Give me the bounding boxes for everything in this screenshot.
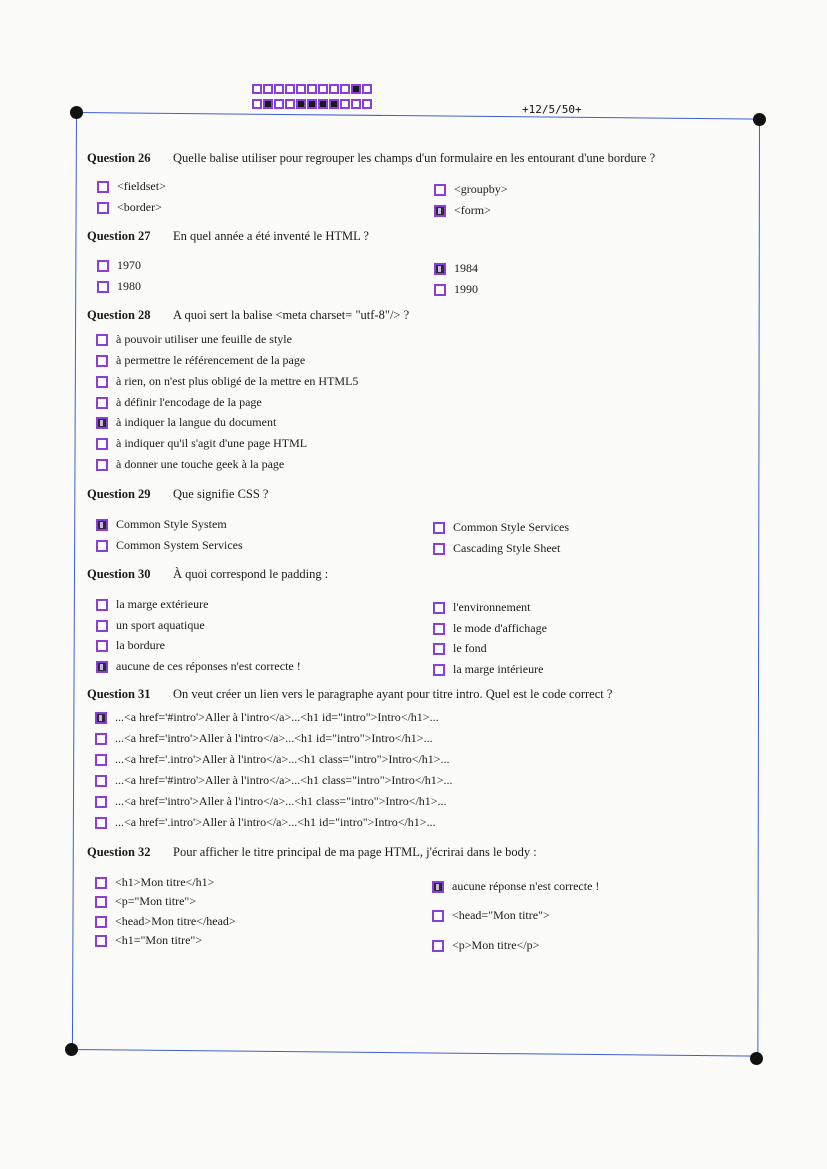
option-label: 1970	[117, 258, 141, 272]
frame-left-border	[72, 112, 77, 1049]
checkbox[interactable]	[96, 417, 108, 429]
option[interactable]	[433, 641, 487, 656]
checkbox[interactable]	[97, 260, 109, 272]
question-number: Question 27	[87, 229, 151, 243]
checkbox[interactable]	[434, 184, 446, 196]
checkbox[interactable]	[434, 263, 446, 275]
checkbox[interactable]	[434, 205, 446, 217]
option-label: ...<a href='#intro'>Aller à l'intro</a>...<h1 id="intro">Intro</h1>...	[115, 710, 439, 724]
code-cell	[274, 84, 284, 94]
option[interactable]	[95, 875, 214, 890]
option[interactable]	[434, 261, 478, 276]
checkbox[interactable]	[96, 640, 108, 652]
question-number: Question 32	[87, 845, 151, 859]
checkbox[interactable]	[95, 796, 107, 808]
option-label: aucune de ces réponses n'est correcte !	[116, 659, 301, 673]
checkbox[interactable]	[95, 817, 107, 829]
corner-mark-bottom-right	[750, 1052, 763, 1065]
option[interactable]	[433, 621, 547, 636]
question-text: Pour afficher le titre principal de ma page HTML, j'écrirai dans le body :	[173, 845, 537, 859]
option[interactable]	[97, 179, 166, 194]
option-label: <h1>Mon titre</h1>	[115, 875, 215, 889]
checkbox[interactable]	[95, 775, 107, 787]
option[interactable]	[95, 752, 450, 767]
option[interactable]	[96, 659, 301, 674]
checkbox[interactable]	[97, 202, 109, 214]
option-label: à permettre le référencement de la page	[116, 353, 306, 367]
checkbox[interactable]	[95, 935, 107, 947]
option[interactable]	[96, 597, 208, 612]
option-label: à définir l'encodage de la page	[116, 395, 262, 409]
option-label: <form>	[454, 203, 491, 217]
code-cell	[329, 84, 339, 94]
checkbox[interactable]	[432, 910, 444, 922]
code-cell	[362, 99, 372, 109]
option[interactable]	[432, 879, 599, 894]
frame-right-border	[757, 119, 760, 1058]
option-label: ...<a href='intro'>Aller à l'intro</a>...<h1 id="intro">Intro</h1>...	[115, 731, 433, 745]
checkbox[interactable]	[96, 438, 108, 450]
code-cell	[285, 99, 295, 109]
option-label: le mode d'affichage	[453, 621, 547, 635]
code-cell	[362, 84, 372, 94]
option[interactable]	[96, 457, 284, 472]
option-label: à donner une touche geek à la page	[116, 457, 285, 471]
option[interactable]	[434, 182, 508, 197]
option[interactable]	[97, 200, 162, 215]
option-label: ...<a href='#intro'>Aller à l'intro</a>...<h1 class="intro">Intro</h1>...	[115, 773, 453, 787]
question-text: En quel année a été inventé le HTML ?	[173, 229, 369, 243]
question-text: Que signifie CSS ?	[173, 487, 269, 501]
option[interactable]	[432, 938, 539, 953]
checkbox[interactable]	[96, 661, 108, 673]
frame-bottom-border	[72, 1049, 757, 1057]
checkbox[interactable]	[433, 543, 445, 555]
option-label: à indiquer la langue du document	[116, 415, 277, 429]
option[interactable]	[95, 933, 202, 948]
option[interactable]	[96, 538, 243, 553]
code-cell	[263, 99, 273, 109]
option[interactable]	[96, 517, 227, 532]
option-label: Common Style Services	[453, 520, 569, 534]
option[interactable]	[96, 374, 358, 389]
checkbox[interactable]	[96, 397, 108, 409]
checkbox[interactable]	[433, 664, 445, 676]
option-label: à rien, on n'est plus obligé de la mettre en HTML5	[116, 374, 359, 388]
option-label: 1984	[454, 261, 478, 275]
option[interactable]	[434, 282, 478, 297]
checkbox[interactable]	[96, 620, 108, 632]
option-label: la bordure	[116, 638, 165, 652]
option[interactable]	[96, 415, 276, 430]
code-cell	[318, 99, 328, 109]
option-label: Common Style System	[116, 517, 227, 531]
option[interactable]	[97, 258, 141, 273]
option-label: la marge intérieure	[453, 662, 544, 676]
code-cell	[307, 99, 317, 109]
code-row-1	[252, 84, 372, 94]
question-27	[87, 229, 369, 244]
corner-mark-top-right	[753, 113, 766, 126]
option[interactable]	[95, 710, 439, 725]
option-label: <fieldset>	[117, 179, 166, 193]
option-label: l'environnement	[453, 600, 531, 614]
checkbox[interactable]	[95, 896, 107, 908]
code-cell	[340, 84, 350, 94]
code-cell	[329, 99, 339, 109]
option-label: ...<a href='.intro'>Aller à l'intro</a>...<h1 class="intro">Intro</h1>...	[115, 752, 450, 766]
option-label: <head>Mon titre</head>	[115, 914, 236, 928]
option-label: <border>	[117, 200, 162, 214]
option[interactable]	[432, 908, 550, 923]
code-cell	[285, 84, 295, 94]
option[interactable]	[96, 618, 205, 633]
checkbox[interactable]	[433, 623, 445, 635]
question-32	[87, 845, 537, 860]
option-label: le fond	[453, 641, 487, 655]
option-label: à pouvoir utiliser une feuille de style	[116, 332, 292, 346]
option-label: ...<a href='intro'>Aller à l'intro</a>...<h1 class="intro">Intro</h1>...	[115, 794, 447, 808]
code-row-2	[252, 99, 372, 109]
question-text: A quoi sert la balise <meta charset= "utf-8"/> ?	[173, 308, 410, 322]
question-number: Question 26	[87, 151, 151, 165]
checkbox[interactable]	[432, 881, 444, 893]
option[interactable]	[96, 353, 305, 368]
question-text: Quelle balise utiliser pour regrouper les champs d'un formulaire en les entourant d'une bordure ?	[173, 151, 656, 165]
checkbox[interactable]	[95, 733, 107, 745]
option-label: <p>Mon titre</p>	[452, 938, 540, 952]
checkbox[interactable]	[96, 355, 108, 367]
option[interactable]	[433, 600, 530, 615]
code-cell	[274, 99, 284, 109]
option[interactable]	[95, 731, 433, 746]
checkbox[interactable]	[96, 540, 108, 552]
code-cell	[252, 99, 262, 109]
option-label: ...<a href='.intro'>Aller à l'intro</a>...<h1 id="intro">Intro</h1>...	[115, 815, 436, 829]
option-label: 1990	[454, 282, 478, 296]
checkbox[interactable]	[96, 599, 108, 611]
question-text: À quoi correspond le padding :	[173, 567, 329, 581]
question-number: Question 31	[87, 687, 151, 701]
frame-top-border	[76, 112, 760, 120]
option[interactable]	[96, 395, 262, 410]
option[interactable]	[95, 773, 453, 788]
checkbox[interactable]	[96, 519, 108, 531]
option[interactable]	[96, 436, 307, 451]
checkbox[interactable]	[96, 334, 108, 346]
option[interactable]	[97, 279, 141, 294]
question-number: Question 28	[87, 308, 151, 322]
option[interactable]	[433, 662, 543, 677]
checkbox[interactable]	[96, 376, 108, 388]
option-label: 1980	[117, 279, 141, 293]
checkbox[interactable]	[95, 916, 107, 928]
option-label: Common System Services	[116, 538, 243, 552]
code-cell	[351, 84, 361, 94]
checkbox[interactable]	[95, 877, 107, 889]
code-cell	[307, 84, 317, 94]
code-cell	[252, 84, 262, 94]
question-text: On veut créer un lien vers le paragraphe ayant pour titre intro. Quel est le code correct ?	[173, 687, 613, 701]
option-label: un sport aquatique	[116, 618, 205, 632]
option[interactable]	[96, 332, 292, 347]
option-label: <groupby>	[454, 182, 508, 196]
corner-mark-top-left	[70, 106, 83, 119]
option[interactable]	[95, 794, 447, 809]
corner-mark-bottom-left	[65, 1043, 78, 1056]
option-label: aucune réponse n'est correcte !	[452, 879, 600, 893]
question-31	[87, 687, 612, 702]
checkbox[interactable]	[434, 284, 446, 296]
question-30	[87, 567, 328, 582]
question-number: Question 30	[87, 567, 151, 581]
question-28	[87, 308, 409, 323]
code-cell	[296, 99, 306, 109]
question-29	[87, 487, 268, 502]
checkbox[interactable]	[433, 643, 445, 655]
option-label: <head="Mon titre">	[452, 908, 550, 922]
option[interactable]	[433, 541, 560, 556]
option[interactable]	[95, 894, 196, 909]
question-number: Question 29	[87, 487, 151, 501]
option-label: Cascading Style Sheet	[453, 541, 561, 555]
checkbox[interactable]	[97, 181, 109, 193]
checkbox[interactable]	[433, 602, 445, 614]
sheet-code: +12/5/50+	[522, 103, 582, 116]
option-label: <p="Mon titre">	[115, 894, 197, 908]
code-cell	[318, 84, 328, 94]
checkbox[interactable]	[95, 712, 107, 724]
option[interactable]	[96, 638, 165, 653]
checkbox[interactable]	[97, 281, 109, 293]
option-label: à indiquer qu'il s'agit d'une page HTML	[116, 436, 308, 450]
code-cell	[296, 84, 306, 94]
code-cell	[263, 84, 273, 94]
code-cell	[351, 99, 361, 109]
option[interactable]	[95, 815, 436, 830]
option-label: <h1="Mon titre">	[115, 933, 203, 947]
question-26	[87, 151, 655, 166]
checkbox[interactable]	[95, 754, 107, 766]
option-label: la marge extérieure	[116, 597, 209, 611]
option[interactable]	[434, 203, 491, 218]
checkbox[interactable]	[96, 459, 108, 471]
checkbox[interactable]	[432, 940, 444, 952]
option[interactable]	[433, 520, 569, 535]
checkbox[interactable]	[433, 522, 445, 534]
option[interactable]	[95, 914, 236, 929]
code-cell	[340, 99, 350, 109]
